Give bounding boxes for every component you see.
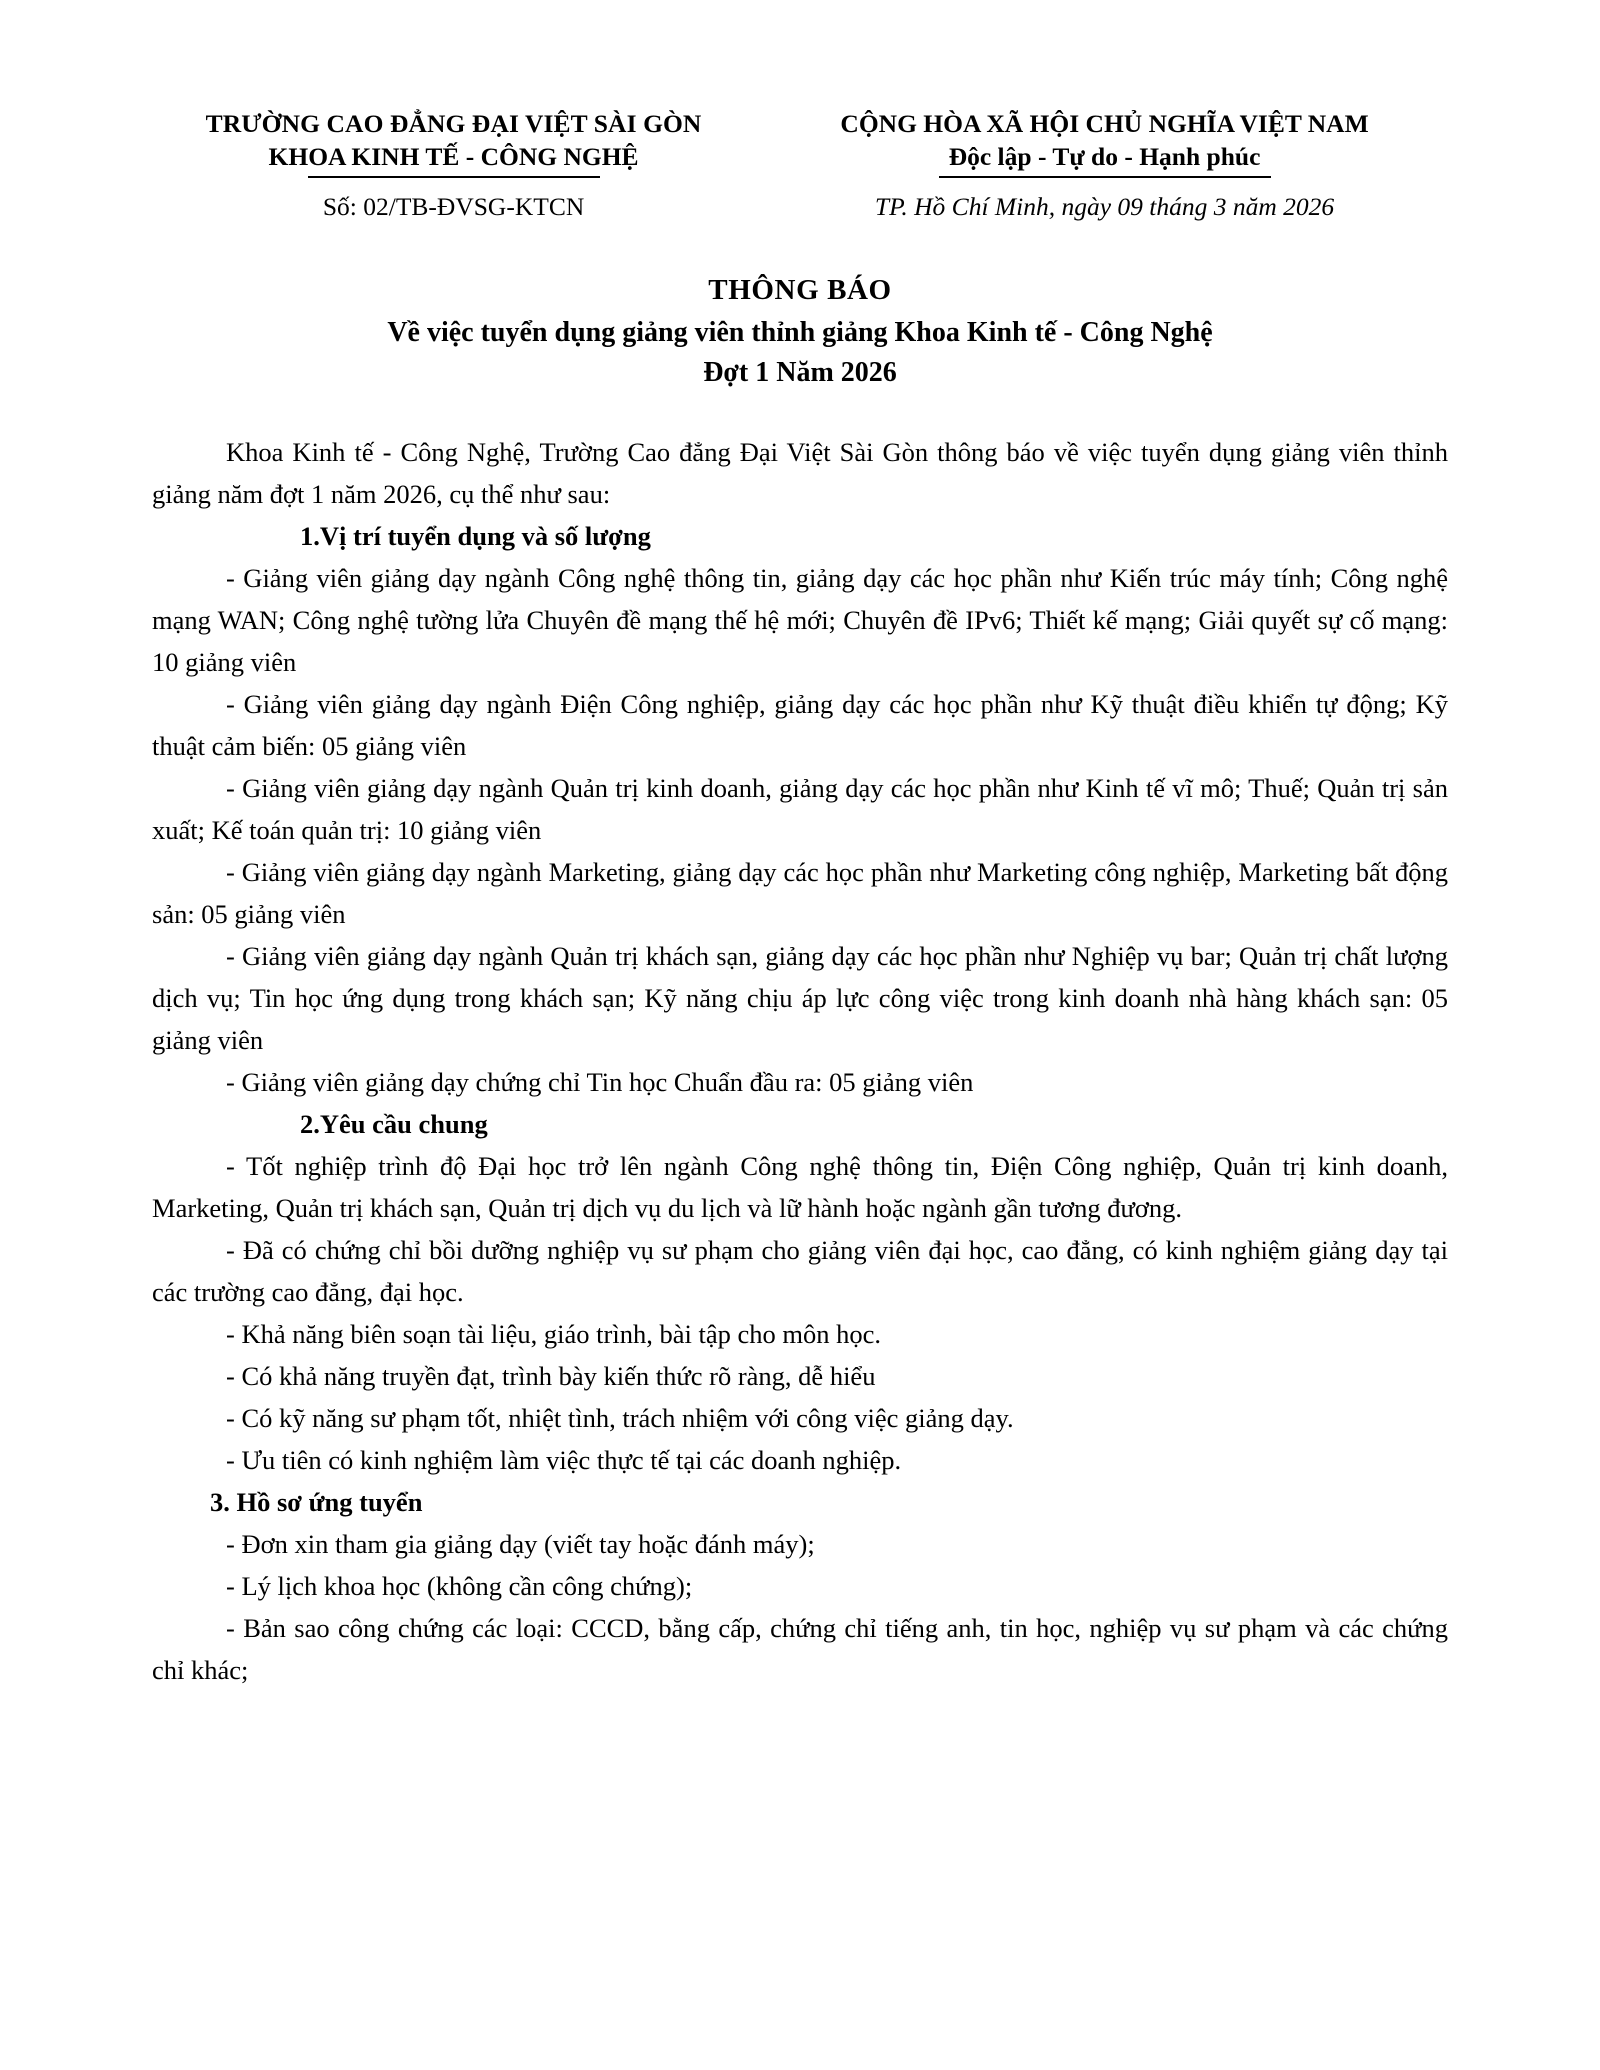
list-item: - Giảng viên giảng dạy ngành Quản trị kinh doanh, giảng dạy các học phần như Kinh tế vĩ mô; Thuế; Quản trị sản xuất; Kế toán quản trị: 10 giảng viên — [152, 772, 1448, 845]
letterhead-left-divider — [308, 176, 600, 178]
department-name: KHOA KINH TẾ - CÔNG NGHỆ — [268, 141, 639, 171]
section-number-2: 2. — [300, 1108, 320, 1139]
list-item: - Giảng viên giảng dạy ngành Marketing, giảng dạy các học phần như Marketing công nghiệp, Marketing bất động sản: 05 giảng viên — [152, 856, 1448, 929]
document-subtitle-line2: Đợt 1 Năm 2026 — [703, 357, 897, 389]
section-number-1: 1. — [300, 520, 320, 551]
national-motto: Độc lập - Tự do - Hạnh phúc — [948, 141, 1261, 171]
organization-name: TRƯỜNG CAO ĐẲNG ĐẠI VIỆT SÀI GÒN — [205, 109, 702, 138]
section-label-3: Hồ sơ ứng tuyển — [236, 1486, 423, 1517]
section-label-2: Yêu cầu chung — [319, 1108, 488, 1139]
section-heading-1 — [152, 515, 1448, 557]
list-item: - Đã có chứng chỉ bồi dưỡng nghiệp vụ sư phạm cho giảng viên đại học, cao đẳng, có kinh nghiệm giảng dạy tại các trường cao đẳng, đại học. — [152, 1234, 1448, 1307]
section-number-3: 3. — [210, 1486, 230, 1517]
place-and-date: TP. Hồ Chí Minh, ngày 09 tháng 3 năm 2026 — [874, 192, 1335, 222]
intro-paragraph: Khoa Kinh tế - Công Nghệ, Trường Cao đẳng Đại Việt Sài Gòn thông báo về việc tuyển dụng giảng viên thỉnh giảng năm đợt 1 năm 2026, cụ thể như sau: — [152, 436, 1448, 509]
list-item: - Giảng viên giảng dạy ngành Điện Công nghiệp, giảng dạy các học phần như Kỹ thuật điều khiển tự động; Kỹ thuật cảm biến: 05 giảng viên — [152, 688, 1448, 761]
list-item: - Khả năng biên soạn tài liệu, giáo trình, bài tập cho môn học. — [226, 1318, 881, 1349]
list-item: - Giảng viên giảng dạy ngành Công nghệ thông tin, giảng dạy các học phần như Kiến trúc máy tính; Công nghệ mạng WAN; Công nghệ tường lửa Chuyên đề mạng thế hệ mới; Chuyên đề IPv6; Thiết kế mạng; Giải quyết sự cố mạng: 10 giảng viên — [152, 562, 1448, 677]
section-label-1: Vị trí tuyển dụng và số lượng — [319, 520, 651, 551]
title-block — [152, 271, 1448, 393]
document-subtitle-line1: Về việc tuyển dụng giảng viên thỉnh giảng Khoa Kinh tế - Công Nghệ — [387, 316, 1213, 348]
list-item: - Lý lịch khoa học (không cần công chứng); — [226, 1570, 693, 1601]
document-title: THÔNG BÁO — [708, 274, 892, 307]
letterhead-right-divider — [939, 176, 1271, 178]
section-heading-2 — [152, 1103, 1448, 1145]
list-item: - Có khả năng truyền đạt, trình bày kiến thức rõ ràng, dễ hiểu — [226, 1360, 876, 1391]
section-heading-3 — [152, 1481, 1448, 1523]
list-item: - Có kỹ năng sư phạm tốt, nhiệt tình, trách nhiệm với công việc giảng dạy. — [226, 1402, 1014, 1433]
document-body — [152, 431, 1448, 1691]
list-item: - Giảng viên giảng dạy chứng chỉ Tin học Chuẩn đầu ra: 05 giảng viên — [226, 1066, 974, 1097]
document-number: Số: 02/TB-ĐVSG-KTCN — [322, 192, 585, 222]
list-item: - Ưu tiên có kinh nghiệm làm việc thực tế tại các doanh nghiệp. — [226, 1444, 902, 1475]
list-item: - Bản sao công chứng các loại: CCCD, bằng cấp, chứng chỉ tiếng anh, tin học, nghiệp vụ sư phạm và các chứng chỉ khác; — [152, 1612, 1448, 1685]
list-item: - Tốt nghiệp trình độ Đại học trở lên ngành Công nghệ thông tin, Điện Công nghiệp, Quản trị kinh doanh, Marketing, Quản trị khách sạn, Quản trị dịch vụ du lịch và lữ hành hoặc ngành gần tương đương. — [152, 1150, 1448, 1223]
letterhead-right — [761, 108, 1448, 223]
letterhead-left — [152, 108, 761, 223]
list-item: - Đơn xin tham gia giảng dạy (viết tay hoặc đánh máy); — [226, 1528, 815, 1559]
letterhead — [152, 108, 1448, 223]
national-title: CỘNG HÒA XÃ HỘI CHỦ NGHĨA VIỆT NAM — [840, 109, 1369, 138]
list-item: - Giảng viên giảng dạy ngành Quản trị khách sạn, giảng dạy các học phần như Nghiệp vụ bar; Quản trị chất lượng dịch vụ; Tin học ứng dụng trong khách sạn; Kỹ năng chịu áp lực công việc trong kinh doanh nhà hàng khách sạn: 05 giảng viên — [152, 940, 1448, 1055]
